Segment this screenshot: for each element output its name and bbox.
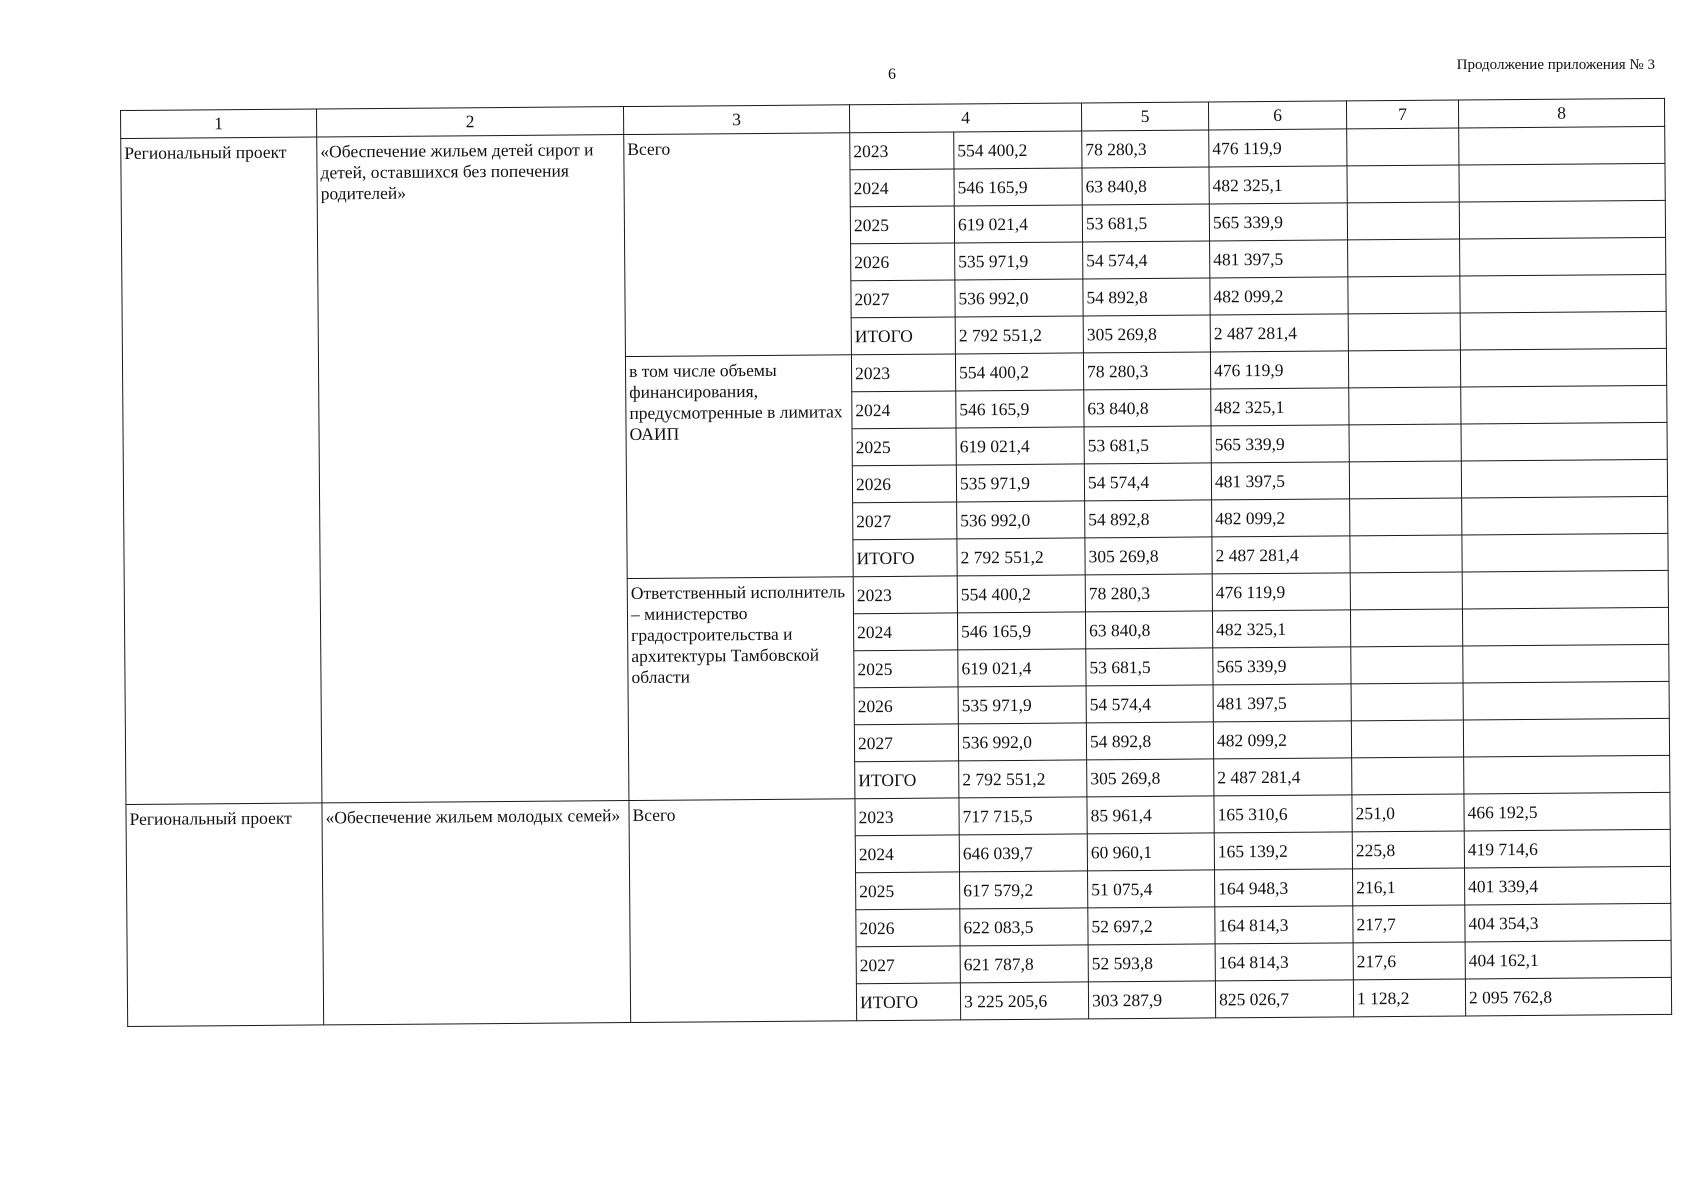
year-cell: 2025 (850, 206, 954, 244)
value-cell: 63 840,8 (1085, 611, 1212, 649)
value-cell: 305 269,8 (1083, 315, 1210, 353)
value-cell: 2 792 551,2 (959, 760, 1087, 798)
value-cell (1350, 535, 1462, 573)
value-cell: 53 681,5 (1084, 426, 1211, 464)
value-cell: 554 400,2 (955, 353, 1083, 391)
value-cell: 476 119,9 (1209, 129, 1347, 167)
value-cell: 85 961,4 (1087, 796, 1214, 834)
year-cell: 2023 (850, 132, 954, 170)
column-header: 7 (1346, 100, 1458, 129)
value-cell: 482 325,1 (1209, 166, 1347, 204)
year-cell: 2026 (856, 909, 960, 947)
value-cell: 482 099,2 (1212, 499, 1350, 537)
year-cell: 2025 (854, 650, 958, 688)
funding-group-label: Всего (629, 799, 857, 1023)
year-cell: ИТОГО (855, 761, 959, 799)
value-cell: 401 339,4 (1464, 866, 1670, 905)
value-cell: 619 021,4 (956, 427, 1084, 465)
value-cell: 536 992,0 (957, 501, 1085, 539)
value-cell (1347, 202, 1459, 240)
year-cell: 2025 (852, 428, 956, 466)
value-cell: 63 840,8 (1084, 389, 1211, 427)
funding-group-label: в том числе объемы финансирования, предусмотренные в лимитах ОАИП (625, 355, 853, 579)
year-cell: ИТОГО (851, 317, 955, 355)
page-number: 6 (888, 66, 896, 83)
value-cell: 217,6 (1353, 942, 1465, 980)
value-cell: 565 339,9 (1209, 203, 1347, 241)
value-cell: 404 162,1 (1465, 940, 1671, 979)
value-cell: 565 339,9 (1213, 647, 1351, 685)
value-cell (1463, 718, 1669, 757)
value-cell: 165 139,2 (1214, 832, 1352, 870)
value-cell (1461, 459, 1667, 498)
year-cell: 2023 (855, 798, 959, 836)
value-cell (1459, 200, 1665, 239)
value-cell: 466 192,5 (1464, 792, 1670, 831)
column-header: 3 (623, 105, 849, 135)
value-cell: 78 280,3 (1083, 352, 1210, 390)
value-cell: 536 992,0 (955, 279, 1083, 317)
value-cell: 251,0 (1352, 794, 1464, 832)
value-cell: 60 960,1 (1087, 833, 1214, 871)
value-cell: 825 026,7 (1215, 980, 1353, 1018)
project-type-cell: Региональный проект (121, 137, 322, 805)
value-cell: 2 487 281,4 (1212, 536, 1350, 574)
value-cell: 2 487 281,4 (1210, 314, 1348, 352)
value-cell: 217,7 (1353, 905, 1465, 943)
value-cell: 546 165,9 (954, 168, 1082, 206)
value-cell: 617 579,2 (960, 871, 1088, 909)
value-cell (1464, 755, 1670, 794)
value-cell: 2 792 551,2 (955, 316, 1083, 354)
column-header: 4 (849, 103, 1081, 133)
value-cell: 482 325,1 (1211, 388, 1349, 426)
value-cell (1348, 313, 1460, 351)
value-cell: 554 400,2 (957, 575, 1085, 613)
value-cell: 2 095 762,8 (1465, 977, 1671, 1016)
value-cell: 554 400,2 (954, 131, 1082, 169)
value-cell: 481 397,5 (1210, 240, 1348, 278)
year-cell: 2024 (855, 835, 959, 873)
year-cell: 2024 (853, 613, 957, 651)
value-cell: 225,8 (1352, 831, 1464, 869)
value-cell (1351, 683, 1463, 721)
value-cell (1348, 350, 1460, 388)
year-cell: 2023 (851, 354, 955, 392)
value-cell: 303 287,9 (1088, 981, 1215, 1019)
year-cell: 2027 (854, 724, 958, 762)
value-cell: 52 593,8 (1088, 944, 1215, 982)
value-cell: 482 099,2 (1210, 277, 1348, 315)
funding-group-label: Ответственный исполнитель – министерство градостроительства и архитектуры Тамбовской области (627, 577, 855, 801)
value-cell: 78 280,3 (1082, 130, 1209, 168)
value-cell (1350, 609, 1462, 647)
value-cell: 51 075,4 (1088, 870, 1215, 908)
value-cell (1348, 239, 1460, 277)
value-cell: 476 119,9 (1212, 573, 1350, 611)
year-cell: 2027 (853, 502, 957, 540)
value-cell: 482 099,2 (1213, 721, 1351, 759)
value-cell (1351, 646, 1463, 684)
value-cell: 54 892,8 (1085, 500, 1212, 538)
value-cell (1348, 276, 1460, 314)
value-cell: 622 083,5 (960, 908, 1088, 946)
value-cell: 1 128,2 (1353, 979, 1465, 1017)
project-type-cell: Региональный проект (126, 803, 324, 1027)
year-cell: 2026 (851, 243, 955, 281)
value-cell: 216,1 (1352, 868, 1464, 906)
year-cell: 2024 (850, 169, 954, 207)
value-cell: 63 840,8 (1082, 167, 1209, 205)
value-cell (1460, 311, 1666, 350)
year-cell: 2025 (856, 872, 960, 910)
column-header: 5 (1081, 102, 1208, 131)
value-cell: 404 354,3 (1465, 903, 1671, 942)
value-cell: 305 269,8 (1085, 537, 1212, 575)
column-header: 1 (121, 109, 317, 139)
value-cell: 2 487 281,4 (1214, 758, 1352, 796)
year-cell: ИТОГО (856, 983, 960, 1021)
value-cell (1350, 572, 1462, 610)
value-cell: 619 021,4 (958, 649, 1086, 687)
year-cell: 2023 (853, 576, 957, 614)
value-cell: 54 892,8 (1083, 278, 1210, 316)
value-cell (1463, 681, 1669, 720)
year-cell: 2024 (852, 391, 956, 429)
value-cell: 535 971,9 (955, 242, 1083, 280)
value-cell (1347, 165, 1459, 203)
value-cell (1462, 607, 1668, 646)
value-cell (1462, 570, 1668, 609)
column-header: 2 (316, 107, 623, 137)
value-cell (1459, 163, 1665, 202)
value-cell: 565 339,9 (1211, 425, 1349, 463)
value-cell: 53 681,5 (1086, 648, 1213, 686)
value-cell (1349, 461, 1461, 499)
value-cell: 78 280,3 (1085, 574, 1212, 612)
value-cell (1462, 533, 1668, 572)
value-cell (1352, 757, 1464, 795)
value-cell: 54 892,8 (1086, 722, 1213, 760)
year-cell: 2027 (851, 280, 955, 318)
value-cell (1460, 348, 1666, 387)
value-cell: 54 574,4 (1084, 463, 1211, 501)
value-cell: 419 714,6 (1464, 829, 1670, 868)
year-cell: 2026 (854, 687, 958, 725)
value-cell (1347, 128, 1459, 166)
continuation-note: Продолжение приложения № 3 (1456, 57, 1655, 73)
year-cell: 2027 (856, 946, 960, 984)
value-cell: 646 039,7 (959, 834, 1087, 872)
value-cell: 546 165,9 (957, 612, 1085, 650)
value-cell: 619 021,4 (954, 205, 1082, 243)
value-cell: 164 814,3 (1215, 943, 1353, 981)
value-cell: 165 310,6 (1214, 795, 1352, 833)
value-cell: 54 574,4 (1083, 241, 1210, 279)
value-cell (1349, 424, 1461, 462)
value-cell (1463, 644, 1669, 683)
value-cell: 482 325,1 (1212, 610, 1350, 648)
value-cell: 535 971,9 (956, 464, 1084, 502)
value-cell (1349, 387, 1461, 425)
value-cell (1461, 422, 1667, 461)
value-cell: 53 681,5 (1082, 204, 1209, 242)
value-cell: 305 269,8 (1087, 759, 1214, 797)
value-cell: 164 948,3 (1215, 869, 1353, 907)
column-header: 8 (1458, 98, 1664, 128)
value-cell (1460, 237, 1666, 276)
value-cell: 546 165,9 (956, 390, 1084, 428)
value-cell (1461, 385, 1667, 424)
value-cell: 481 397,5 (1213, 684, 1351, 722)
value-cell (1460, 274, 1666, 313)
funding-group-label: Всего (624, 133, 852, 357)
project-name-cell: «Обеспечение жильем детей сирот и детей, оставшихся без попечения родителей» (317, 135, 629, 803)
value-cell: 164 814,3 (1215, 906, 1353, 944)
value-cell: 481 397,5 (1211, 462, 1349, 500)
year-cell: 2026 (852, 465, 956, 503)
column-header: 6 (1208, 101, 1346, 130)
value-cell (1462, 496, 1668, 535)
value-cell: 717 715,5 (959, 797, 1087, 835)
budget-table (120, 98, 1672, 1027)
value-cell: 535 971,9 (958, 686, 1086, 724)
value-cell: 621 787,8 (960, 945, 1088, 983)
value-cell: 3 225 205,6 (960, 982, 1088, 1020)
value-cell (1350, 498, 1462, 536)
value-cell: 476 119,9 (1210, 351, 1348, 389)
value-cell: 52 697,2 (1088, 907, 1215, 945)
project-name-cell: «Обеспечение жильем молодых семей» (322, 801, 631, 1025)
value-cell (1459, 126, 1665, 165)
year-cell: ИТОГО (853, 539, 957, 577)
value-cell: 54 574,4 (1086, 685, 1213, 723)
value-cell (1351, 720, 1463, 758)
value-cell: 536 992,0 (958, 723, 1086, 761)
value-cell: 2 792 551,2 (957, 538, 1085, 576)
